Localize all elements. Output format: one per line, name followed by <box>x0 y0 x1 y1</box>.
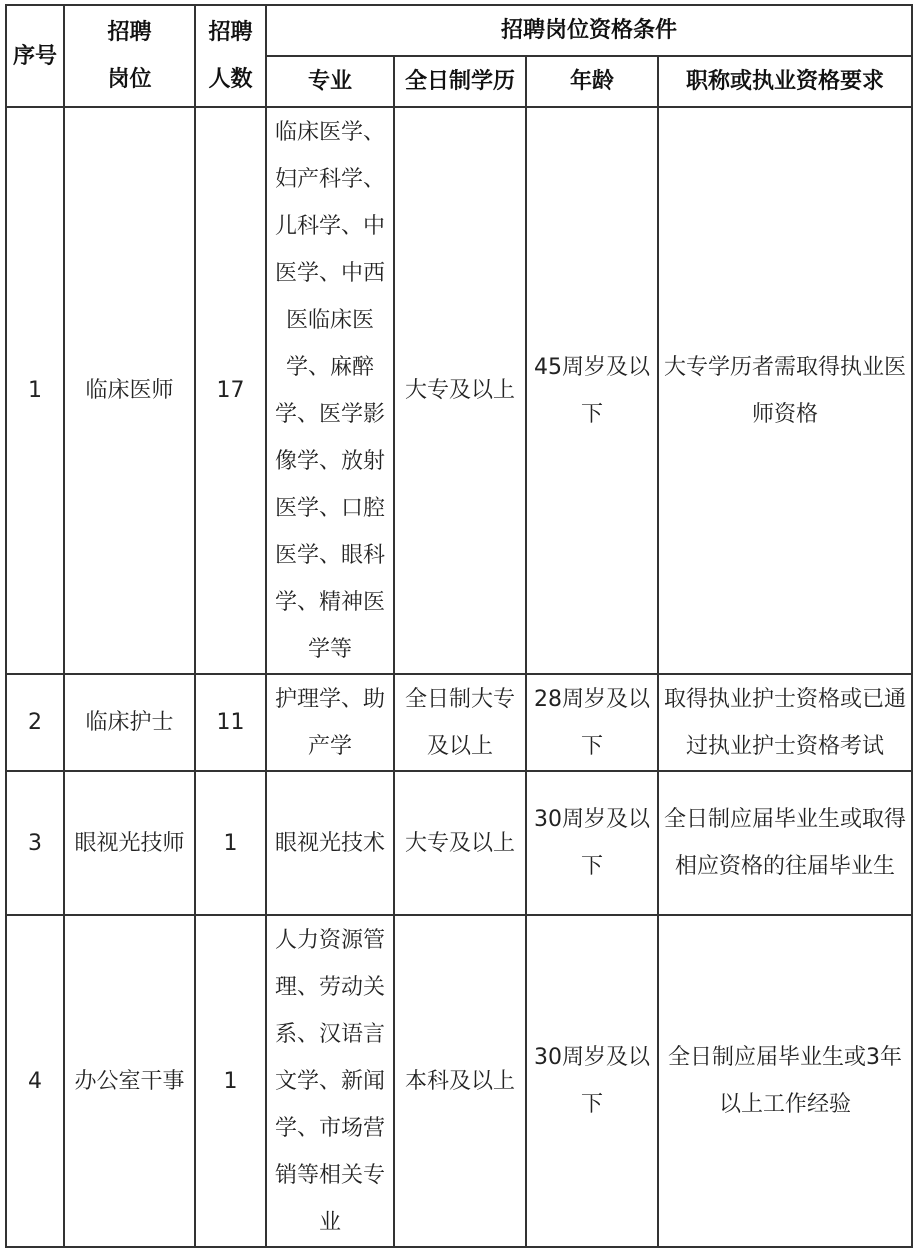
row-major: 眼视光技术 <box>266 771 394 915</box>
row-qualification: 全日制应届毕业生或3年以上工作经验 <box>658 915 912 1247</box>
row-index: 1 <box>6 107 64 674</box>
row-qualification: 全日制应届毕业生或取得相应资格的往届毕业生 <box>658 771 912 915</box>
row-age: 30周岁及以下 <box>526 915 658 1247</box>
header-qualification: 职称或执业资格要求 <box>658 56 912 107</box>
row-count: 1 <box>195 915 266 1247</box>
table-row <box>6 915 912 1247</box>
row-count: 11 <box>195 674 266 771</box>
row-age: 28周岁及以下 <box>526 674 658 771</box>
row-position: 临床护士 <box>64 674 195 771</box>
row-major: 人力资源管理、劳动关系、汉语言文学、新闻学、市场营销等相关专业 <box>266 915 394 1247</box>
header-conditions: 招聘岗位资格条件 <box>266 5 912 56</box>
row-education: 大专及以上 <box>394 107 526 674</box>
header-age: 年龄 <box>526 56 658 107</box>
row-age: 45周岁及以下 <box>526 107 658 674</box>
row-education: 本科及以上 <box>394 915 526 1247</box>
table-row <box>6 107 912 674</box>
row-position: 眼视光技师 <box>64 771 195 915</box>
row-major: 临床医学、妇产科学、儿科学、中医学、中西医临床医学、麻醉学、医学影像学、放射医学、口腔医学、眼科学、精神医学等 <box>266 107 394 674</box>
header-count: 招聘 人数 <box>195 5 266 107</box>
recruitment-table <box>5 4 913 1248</box>
row-position: 临床医师 <box>64 107 195 674</box>
row-position: 办公室干事 <box>64 915 195 1247</box>
header-row-top <box>6 5 912 56</box>
row-index: 4 <box>6 915 64 1247</box>
row-education: 全日制大专及以上 <box>394 674 526 771</box>
row-index: 3 <box>6 771 64 915</box>
table-row <box>6 674 912 771</box>
row-count: 1 <box>195 771 266 915</box>
row-count: 17 <box>195 107 266 674</box>
header-index: 序号 <box>6 5 64 107</box>
row-education: 大专及以上 <box>394 771 526 915</box>
row-qualification: 大专学历者需取得执业医师资格 <box>658 107 912 674</box>
header-major: 专业 <box>266 56 394 107</box>
row-qualification: 取得执业护士资格或已通过执业护士资格考试 <box>658 674 912 771</box>
row-major: 护理学、助产学 <box>266 674 394 771</box>
table-row <box>6 771 912 915</box>
row-index: 2 <box>6 674 64 771</box>
row-age: 30周岁及以下 <box>526 771 658 915</box>
header-education: 全日制学历 <box>394 56 526 107</box>
header-position: 招聘 岗位 <box>64 5 195 107</box>
